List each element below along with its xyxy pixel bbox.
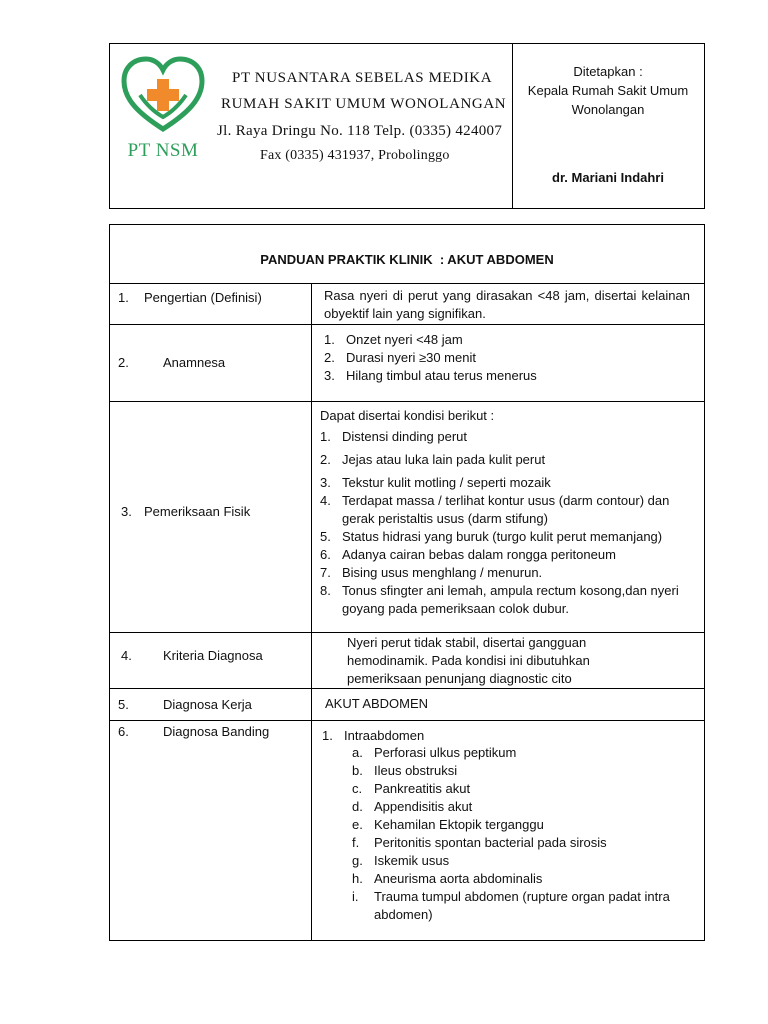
approval-role: Kepala Rumah Sakit Umum — [527, 83, 689, 98]
list-item: 1. Onzet nyeri <48 jam — [324, 332, 463, 347]
banding-heading: 1. Intraabdomen — [322, 728, 425, 743]
banding-list — [352, 744, 682, 924]
row-number: 1. — [118, 290, 129, 305]
approval-block — [513, 62, 703, 119]
row-line — [109, 401, 705, 402]
diagnosa-kerja-text: AKUT ABDOMEN — [325, 696, 429, 711]
row-line — [109, 283, 705, 284]
list-item: 2. Jejas atau luka lain pada kulit perut — [320, 452, 546, 467]
logo-text: PT NSM — [127, 140, 199, 161]
list-item: 8. Tonus sfingter ani lemah, ampula rectum kosong,dan nyeri goyang pada pemeriksaan colok dubur. — [320, 583, 679, 616]
column-divider — [311, 283, 312, 941]
row-number: 3. — [121, 504, 132, 519]
anamnesa-list — [324, 331, 694, 385]
approver-name: dr. Mariani Indahri — [552, 170, 664, 185]
row-label-kriteria: Kriteria Diagnosa — [163, 648, 263, 663]
list-item: 7. Bising usus menghlang / menurun. — [320, 565, 543, 580]
row-label-anamnesa: Anamnesa — [163, 355, 226, 370]
row-line — [109, 324, 705, 325]
list-item: 2. Durasi nyeri ≥30 menit — [324, 350, 476, 365]
kriteria-line: hemodinamik. Pada kondisi ini dibutuhkan — [347, 653, 590, 668]
row-label-pemeriksaan: Pemeriksaan Fisik — [144, 504, 251, 519]
kriteria-line: Nyeri perut tidak stabil, disertai gangguan — [347, 635, 587, 650]
definisi-text: Rasa nyeri di perut yang dirasakan <48 jam, disertai kelainan obyektif lain yang signifikan. — [324, 288, 690, 321]
row-line — [109, 688, 705, 689]
hospital-address: Jl. Raya Dringu No. 118 Telp. (0335) 424007 — [217, 123, 503, 139]
heart-cross-logo-icon — [118, 55, 208, 133]
hospital-fax: Fax (0335) 431937, Probolinggo — [260, 148, 450, 163]
row-number: 2. — [118, 355, 129, 370]
pemeriksaan-list — [320, 428, 700, 618]
approval-label: Ditetapkan : — [573, 64, 643, 79]
kriteria-line: pemeriksaan penunjang diagnostic cito — [347, 671, 572, 686]
list-item: a. Perforasi ulkus peptikum — [352, 745, 517, 760]
list-item: 5. Status hidrasi yang buruk (turgo kulit perut memanjang) — [320, 529, 663, 544]
list-item: 6. Adanya cairan bebas dalam rongga peritoneum — [320, 547, 616, 562]
list-item: 1. Distensi dinding perut — [320, 429, 468, 444]
row-label-diagnosa-kerja: Diagnosa Kerja — [163, 697, 252, 712]
list-item: h. Aneurisma aorta abdominalis — [352, 871, 543, 886]
company-name: PT NUSANTARA SEBELAS MEDIKA — [232, 70, 493, 86]
list-item: f. Peritonitis spontan bacterial pada sirosis — [352, 835, 607, 850]
row-line — [109, 632, 705, 633]
row-line — [109, 720, 705, 721]
approval-role-2: Wonolangan — [571, 102, 645, 117]
document-title: PANDUAN PRAKTIK KLINIK : AKUT ABDOMEN — [260, 252, 554, 267]
hospital-name: RUMAH SAKIT UMUM WONOLANGAN — [221, 96, 507, 112]
list-item: 4. Terdapat massa / terlihat kontur usus (darm contour) dan gerak peristaltis usus (darm stifung) — [320, 493, 670, 526]
row-number: 6. — [118, 724, 129, 739]
row-label-diagnosa-banding: Diagnosa Banding — [163, 724, 270, 739]
list-item: g. Iskemik usus — [352, 853, 450, 868]
list-item: 3. Hilang timbul atau terus menerus — [324, 368, 537, 383]
list-item: d. Appendisitis akut — [352, 799, 473, 814]
list-item: e. Kehamilan Ektopik terganggu — [352, 817, 544, 832]
row-label-definisi: Pengertian (Definisi) — [144, 290, 262, 305]
list-item: b. Ileus obstruksi — [352, 763, 458, 778]
list-item: 3. Tekstur kulit motling / seperti mozaik — [320, 475, 551, 490]
list-item: i. Trauma tumpul abdomen (rupture organ padat intra abdomen) — [352, 889, 670, 922]
list-item: c. Pankreatitis akut — [352, 781, 471, 796]
logo — [118, 55, 208, 160]
pemeriksaan-intro: Dapat disertai kondisi berikut : — [320, 408, 495, 423]
row-number: 5. — [118, 697, 129, 712]
row-number: 4. — [121, 648, 132, 663]
